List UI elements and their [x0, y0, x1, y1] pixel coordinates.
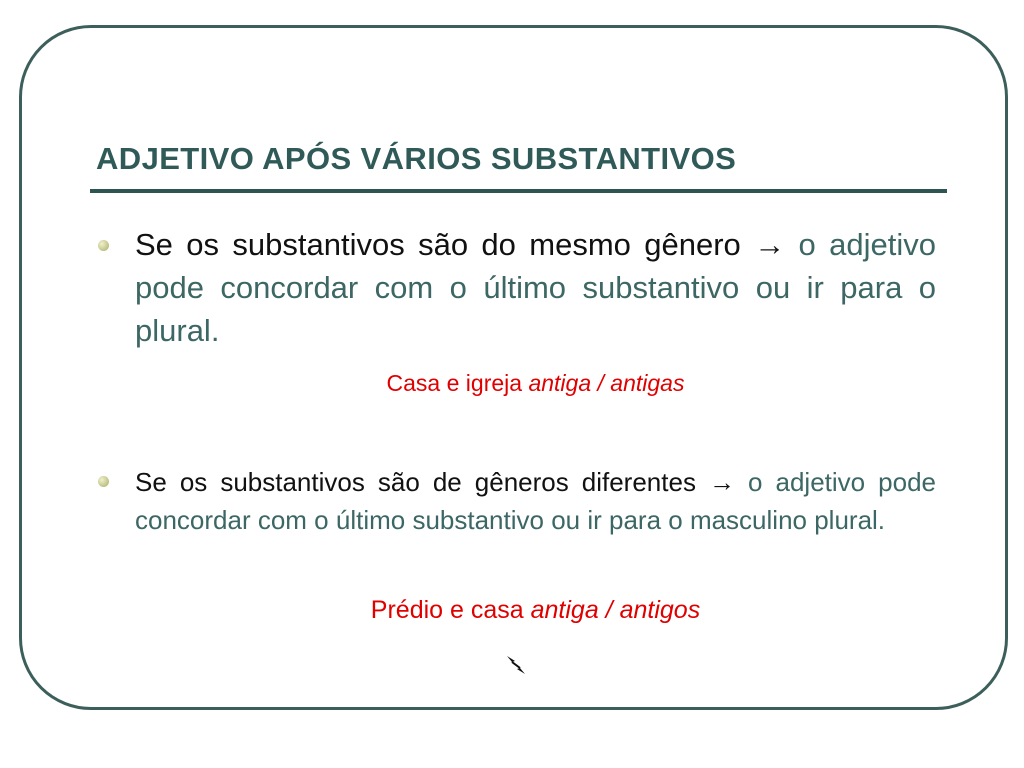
- example-same-gender: [135, 370, 936, 397]
- bullet-lead-text: Se os substantivos são do mesmo gênero →: [135, 227, 786, 262]
- bullet-dot-icon: [98, 240, 109, 251]
- example-italic-text: antiga / antigos: [530, 596, 701, 624]
- move-cursor-icon: [504, 653, 528, 677]
- example-plain-text: Casa e igreja: [386, 370, 529, 396]
- example-plain-text: Prédio e casa: [370, 596, 531, 624]
- bullet-rest-text: o adjetivo pode concordar com o último substantivo ou ir para o plural.: [135, 227, 936, 348]
- bullet-rest-text: o adjetivo pode concordar com o último substantivo ou ir para o masculino plural.: [135, 467, 936, 535]
- example-italic-text: antiga / antigas: [528, 370, 685, 396]
- bullet-lead-text: Se os substantivos são de gêneros diferentes →: [135, 467, 735, 497]
- bullet-item-same-gender: [135, 223, 936, 352]
- title-underline: [90, 189, 947, 193]
- example-different-gender: [135, 596, 936, 625]
- bullet-dot-icon: [98, 476, 109, 487]
- slide-title: ADJETIVO APÓS VÁRIOS SUBSTANTIVOS: [96, 141, 737, 176]
- bullet-item-different-gender: [135, 463, 936, 539]
